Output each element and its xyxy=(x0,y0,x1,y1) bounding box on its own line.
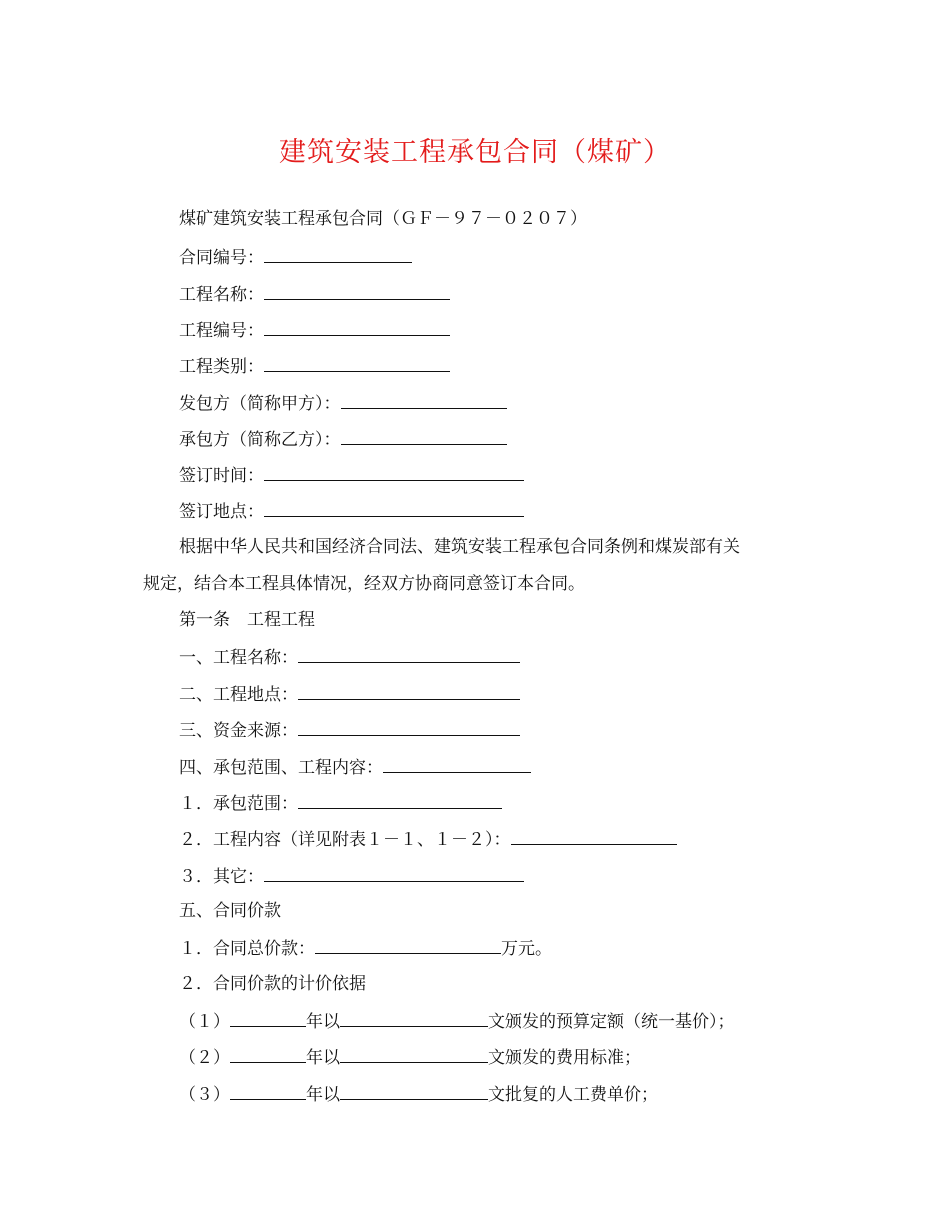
item-label: 一、工程名称： xyxy=(179,648,298,668)
basis-item-1 xyxy=(179,1009,735,1033)
field-label: 工程名称： xyxy=(179,285,264,305)
field-label: 合同编号： xyxy=(179,248,264,268)
item-label: １．承包范围： xyxy=(179,794,298,814)
price-basis-heading: ２．合同价款的计价依据 xyxy=(179,974,366,994)
item-label: ２．工程内容（详见附表１－１、１－２）： xyxy=(179,830,511,850)
contract-subtitle: 煤矿建筑安装工程承包合同（ＧＦ－９７－０２０７） xyxy=(179,209,587,229)
fill-blank xyxy=(298,718,520,736)
fill-blank xyxy=(341,427,507,445)
field-label: 工程编号： xyxy=(179,321,264,341)
fill-blank xyxy=(264,318,450,336)
item-scope-content xyxy=(179,755,531,779)
field-sign-place xyxy=(179,499,524,523)
basis-tail-text: 文批复的人工费单价； xyxy=(488,1085,658,1105)
item-label: 四、承包范围、工程内容： xyxy=(179,758,383,778)
fill-blank xyxy=(298,791,502,809)
item-label: 二、工程地点： xyxy=(179,685,298,705)
field-label: 签订时间： xyxy=(179,466,264,486)
item-funding-source xyxy=(179,718,520,742)
field-party-a xyxy=(179,391,507,415)
basis-number: （３） xyxy=(179,1085,230,1105)
field-project-no xyxy=(179,318,450,342)
item-contract-price: 五、合同价款 xyxy=(179,901,281,921)
basis-item-3 xyxy=(179,1082,658,1106)
basis-mid-text: 年以 xyxy=(306,1048,340,1068)
fill-blank xyxy=(298,682,520,700)
year-blank xyxy=(230,1045,306,1063)
fill-blank xyxy=(264,245,412,263)
doc-blank xyxy=(340,1009,488,1027)
field-contract-no xyxy=(179,245,412,269)
item-label: ３．其它： xyxy=(179,867,264,887)
basis-tail-text: 文颁发的预算定额（统一基价）； xyxy=(488,1012,735,1032)
intro-paragraph-line1: 根据中华人民共和国经济合同法、建筑安装工程承包合同条例和煤炭部有关 xyxy=(179,537,740,557)
doc-blank xyxy=(340,1082,488,1100)
fill-blank xyxy=(298,645,520,663)
sub-item-content xyxy=(179,827,677,851)
basis-mid-text: 年以 xyxy=(306,1012,340,1032)
unit-label: 万元。 xyxy=(501,939,552,959)
basis-mid-text: 年以 xyxy=(306,1085,340,1105)
field-sign-time xyxy=(179,463,524,487)
intro-paragraph-line2: 规定，结合本工程具体情况，经双方协商同意签订本合同。 xyxy=(143,574,585,594)
fill-blank xyxy=(511,827,677,845)
doc-blank xyxy=(340,1045,488,1063)
basis-number: （１） xyxy=(179,1012,230,1032)
item-project-name xyxy=(179,645,520,669)
fill-blank xyxy=(264,499,524,517)
field-label: 承包方（简称乙方）： xyxy=(179,430,341,450)
year-blank xyxy=(230,1082,306,1100)
basis-item-2 xyxy=(179,1045,641,1069)
article-1-heading: 第一条 工程工程 xyxy=(179,610,315,630)
fill-blank xyxy=(264,354,450,372)
field-label: 工程类别： xyxy=(179,357,264,377)
fill-blank xyxy=(264,864,524,882)
fill-blank xyxy=(315,936,501,954)
price-total xyxy=(179,936,552,960)
field-label: 签订地点： xyxy=(179,502,264,522)
fill-blank xyxy=(383,755,531,773)
basis-tail-text: 文颁发的费用标准； xyxy=(488,1048,641,1068)
field-project-type xyxy=(179,354,450,378)
item-label: 三、资金来源： xyxy=(179,721,298,741)
field-project-name xyxy=(179,282,450,306)
year-blank xyxy=(230,1009,306,1027)
field-label: 发包方（简称甲方）： xyxy=(179,394,341,414)
sub-item-other xyxy=(179,864,524,888)
fill-blank xyxy=(264,282,450,300)
fill-blank xyxy=(341,391,507,409)
fill-blank xyxy=(264,463,524,481)
item-label: １．合同总价款： xyxy=(179,939,315,959)
sub-item-scope xyxy=(179,791,502,815)
item-project-location xyxy=(179,682,520,706)
basis-number: （２） xyxy=(179,1048,230,1068)
document-title: 建筑安装工程承包合同（煤矿） xyxy=(279,137,671,168)
field-party-b xyxy=(179,427,507,451)
